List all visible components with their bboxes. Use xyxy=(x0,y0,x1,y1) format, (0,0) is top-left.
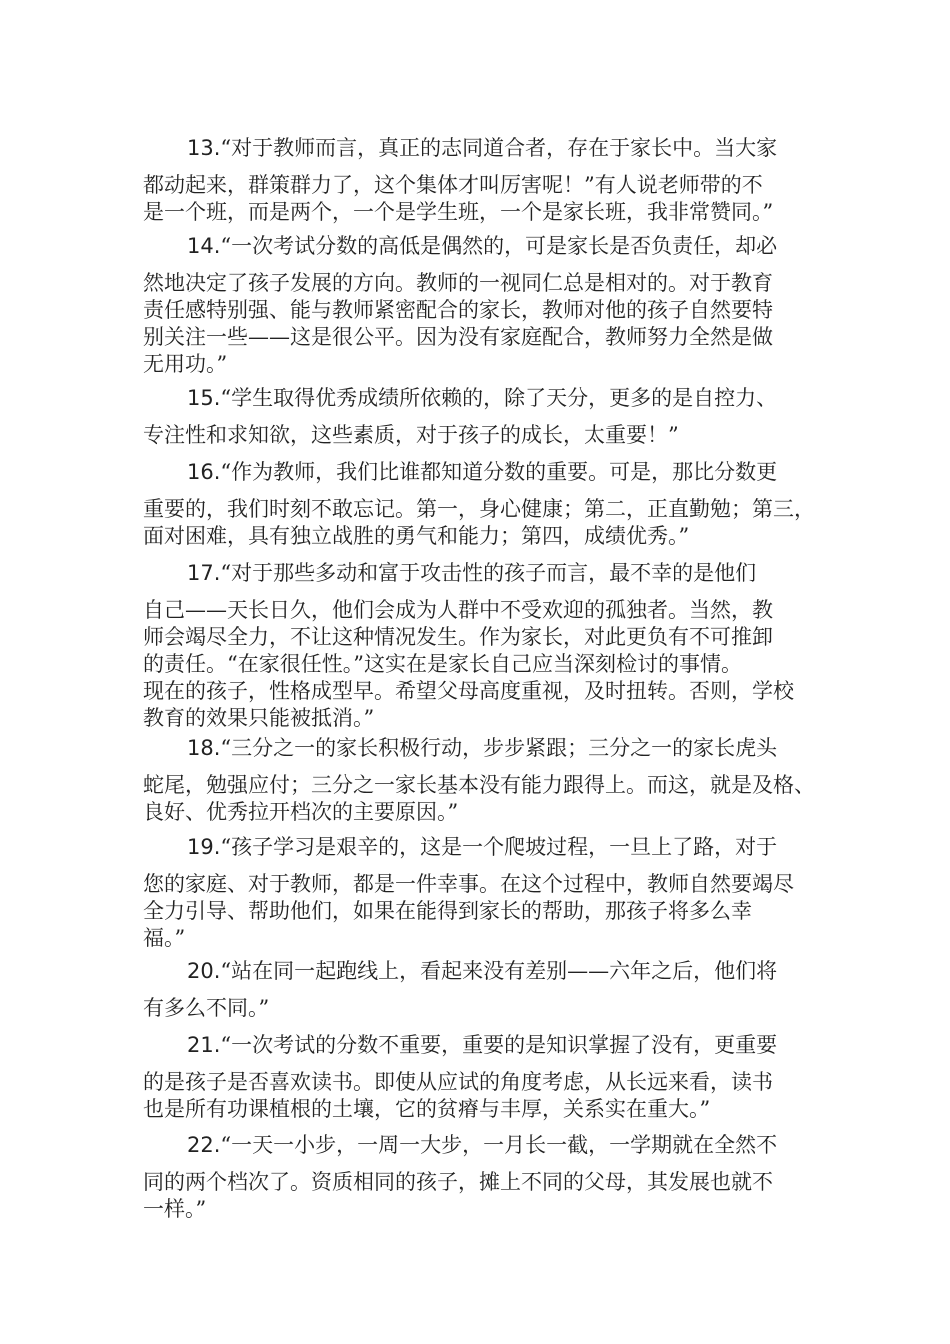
item-number: 17. xyxy=(187,561,221,585)
text-line: 专注性和求知欲，这些素质，对于孩子的成长，太重要！” xyxy=(143,423,679,447)
text-line: 现在的孩子，性格成型早。希望父母高度重视，及时扭转。否则，学校 xyxy=(143,679,794,703)
text-line: “一次考试分数的高低是偶然的，可是家长是否负责任，却必 xyxy=(220,234,778,258)
text-line: “一次考试的分数不重要，重要的是知识掌握了没有，更重要 xyxy=(220,1033,778,1057)
text-line: “三分之一的家长积极行动，步步紧跟；三分之一的家长虎头 xyxy=(220,736,778,760)
text-line: 良好、优秀拉开档次的主要原因。” xyxy=(143,800,459,824)
text-line: 重要的，我们时刻不敢忘记。第一，身心健康；第二，正直勤勉；第三， xyxy=(143,497,815,521)
text-line: “学生取得优秀成绩所依赖的，除了天分，更多的是自控力、 xyxy=(220,386,778,410)
item-number: 14. xyxy=(187,234,221,258)
text-line: “站在同一起跑线上，看起来没有差别——六年之后，他们将 xyxy=(220,959,778,983)
item-number: 19. xyxy=(187,835,221,859)
text-line: 一样。” xyxy=(143,1197,207,1221)
text-line: 蛇尾，勉强应付；三分之一家长基本没有能力跟得上。而这，就是及格、 xyxy=(143,773,815,797)
text-line: “对于那些多动和富于攻击性的孩子而言，最不幸的是他们 xyxy=(220,561,757,585)
item-number: 13. xyxy=(187,136,221,160)
text-line: 的是孩子是否喜欢读书。即使从应试的角度考虑，从长远来看，读书 xyxy=(143,1070,773,1094)
text-line: 有多么不同。” xyxy=(143,996,270,1020)
item-number: 16. xyxy=(187,460,221,484)
paragraph-22 xyxy=(143,1132,815,1223)
text-line: 别关注一些——这是很公平。因为没有家庭配合，教师努力全然是做 xyxy=(143,325,773,349)
text-line: 自己——天长日久，他们会成为人群中不受欢迎的孤独者。当然，教 xyxy=(143,598,773,622)
text-line: 责任感特别强、能与教师紧密配合的家长，教师对他的孩子自然要特 xyxy=(143,298,773,322)
item-number: 21. xyxy=(187,1033,221,1057)
text-line: 然地决定了孩子发展的方向。教师的一视同仁总是相对的。对于教育 xyxy=(143,271,773,295)
paragraph-17 xyxy=(143,560,815,732)
text-line: 师会竭尽全力，不让这种情况发生。作为家长，对此更负有不可推卸 xyxy=(143,625,773,649)
paragraph-14 xyxy=(143,233,815,378)
text-line: 同的两个档次了。资质相同的孩子，摊上不同的父母，其发展也就不 xyxy=(143,1170,773,1194)
text-line: 的责任。“在家很任性。”这实在是家长自己应当深刻检讨的事情。 xyxy=(143,652,742,676)
text-line: 面对困难，具有独立战胜的勇气和能力；第四，成绩优秀。” xyxy=(143,524,690,548)
text-line: “一天一小步，一周一大步，一月长一截，一学期就在全然不 xyxy=(220,1133,778,1157)
text-line: 是一个班，而是两个，一个是学生班，一个是家长班，我非常赞同。” xyxy=(143,200,774,224)
paragraph-19 xyxy=(143,834,815,952)
text-line: 福。” xyxy=(143,926,186,950)
text-line: “对于教师而言，真正的志同道合者，存在于家长中。当大家 xyxy=(220,136,778,160)
text-line: “作为教师，我们比谁都知道分数的重要。可是，那比分数更 xyxy=(220,460,778,484)
paragraph-15 xyxy=(143,385,815,449)
text-line: 无用功。” xyxy=(143,352,228,376)
item-number: 22. xyxy=(187,1133,221,1157)
text-line: 也是所有功课植根的土壤，它的贫瘠与丰厚，关系实在重大。” xyxy=(143,1097,711,1121)
item-number: 15. xyxy=(187,386,221,410)
paragraph-13 xyxy=(143,135,815,226)
text-line: 您的家庭、对于教师，都是一件幸事。在这个过程中，教师自然要竭尽 xyxy=(143,872,794,896)
text-line: 全力引导、帮助他们，如果在能得到家长的帮助，那孩子将多么幸 xyxy=(143,899,752,923)
item-number: 20. xyxy=(187,959,221,983)
text-line: 教育的效果只能被抵消。” xyxy=(143,706,375,730)
text-line: 都动起来，群策群力了，这个集体才叫厉害呢！”有人说老师带的不 xyxy=(143,173,763,197)
paragraph-21 xyxy=(143,1032,815,1123)
paragraph-16 xyxy=(143,459,815,550)
paragraph-18 xyxy=(143,735,815,826)
paragraph-20 xyxy=(143,958,815,1022)
text-line: “孩子学习是艰辛的，这是一个爬坡过程，一旦上了路，对于 xyxy=(220,835,778,859)
item-number: 18. xyxy=(187,736,221,760)
